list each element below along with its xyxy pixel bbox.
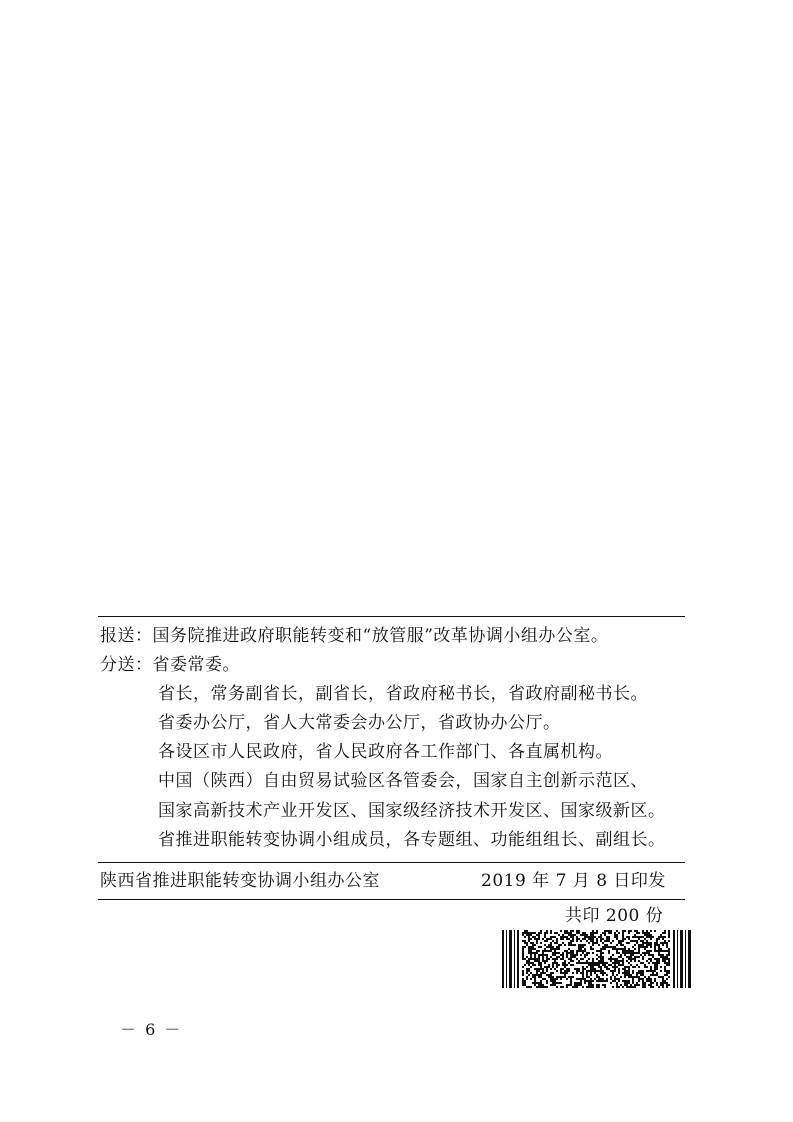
barcode-pattern xyxy=(522,930,670,988)
copy-to-line: 省长，常务副省长，副省长，省政府秘书长，省政府副秘书长。 xyxy=(158,684,648,704)
issuer-name: 陕西省推进职能转变协调小组办公室 xyxy=(100,871,380,891)
copy-to-line: 省委办公厅，省人大常委会办公厅，省政协办公厅。 xyxy=(158,713,561,733)
copy-to-label: 分送：省委常委。 xyxy=(100,655,240,675)
barcode-left-guard xyxy=(502,930,519,988)
copy-to-line: 国家高新技术产业开发区、国家级经济技术开发区、国家级新区。 xyxy=(158,801,666,821)
print-count: 共印 200 份 xyxy=(565,906,664,926)
issue-date: 2019 年 7 月 8 日印发 xyxy=(481,871,666,891)
barcode-right-guard xyxy=(673,930,691,988)
copy-to-line: 中国（陕西）自由贸易试验区各管委会，国家自主创新示范区、 xyxy=(158,771,648,791)
page-number: － 6 － xyxy=(120,1020,183,1039)
middle-rule xyxy=(98,862,685,863)
copy-to-line: 省推进职能转变协调小组成员，各专题组、功能组组长、副组长。 xyxy=(158,830,666,850)
barcode-image xyxy=(502,930,692,988)
bottom-rule xyxy=(98,899,685,900)
report-to-line: 报送：国务院推进政府职能转变和“放管服”改革协调小组办公室。 xyxy=(100,626,609,646)
copy-to-line: 各设区市人民政府，省人民政府各工作部门、各直属机构。 xyxy=(158,742,613,762)
top-rule xyxy=(98,616,685,617)
